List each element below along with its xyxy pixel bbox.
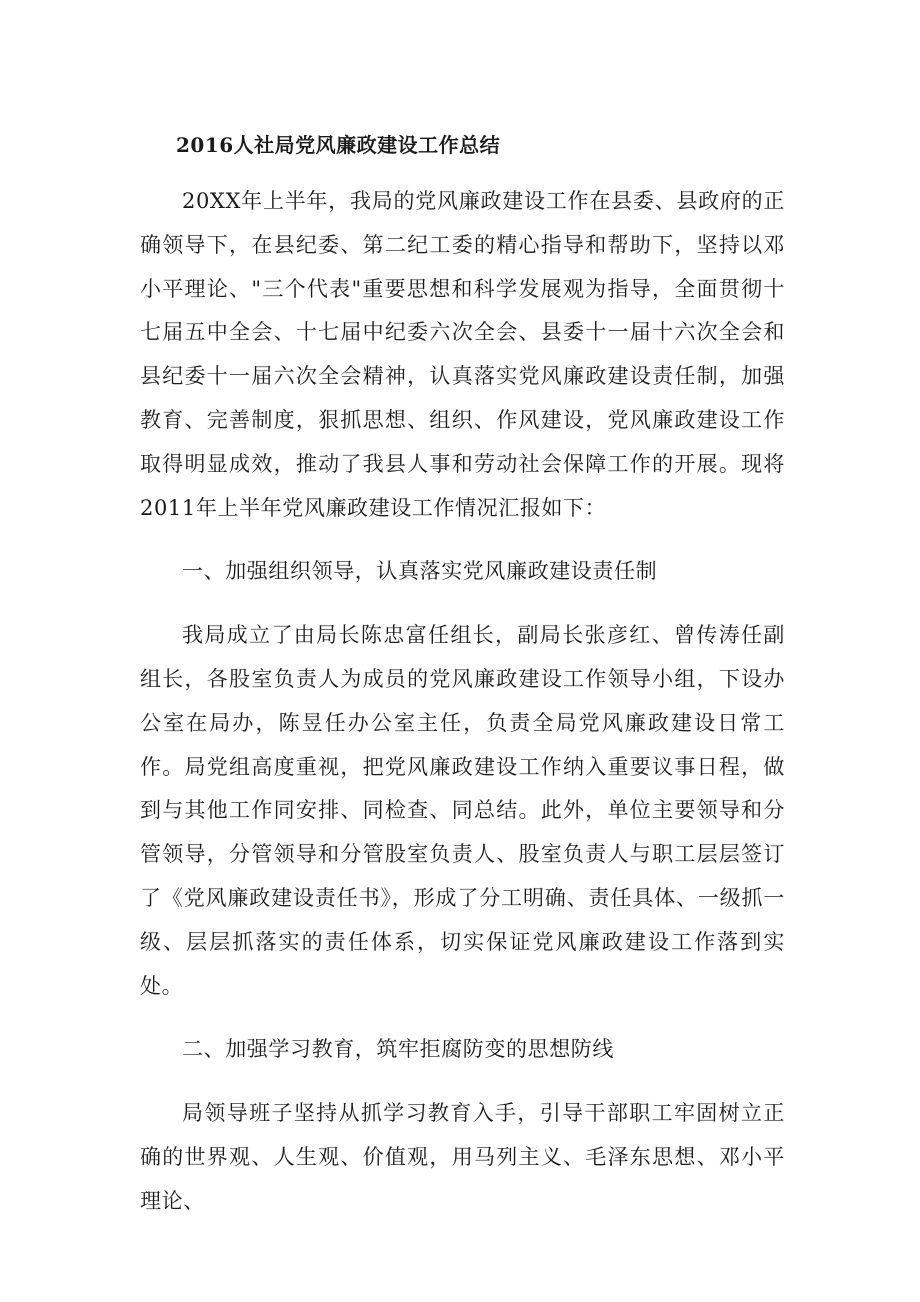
section-2-paragraph: 局领导班子坚持从抓学习教育入手，引导干部职工牢固树立正确的世界观、人生观、价值观，用马列主义、毛泽东思想、邓小平理论、	[140, 1101, 785, 1213]
section-heading-1: 一、加强组织领导，认真落实党风廉政建设责任制	[182, 559, 658, 584]
section-1-paragraph: 我局成立了由局长陈忠富任组长，副局长张彦红、曾传涛任副组长，各股室负责人为成员的党风廉政建设工作领导小组，下设办公室在局办，陈昱任办公室主任，负责全局党风廉政建设日常工作。局党组高度重视，把党风廉政建设工作纳入重要议事日程，做到与其他工作同安排、同检查、同总结。此外，单位主要领导和分管领导，分管领导和分管股室负责人、股室负责人与职工层层签订了《党风廉政建设责任书》，形成了分工明确、责任具体、一级抓一级、层层抓落实的责任体系，切实保证党风廉政建设工作落到实处。	[140, 623, 785, 998]
intro-paragraph: 20XX年上半年，我局的党风廉政建设工作在县委、县政府的正确领导下，在县纪委、第二纪工委的精心指导和帮助下，坚持以邓小平理论、"三个代表"重要思想和科学发展观为指导，全面贯彻十七届五中全会、十七届中纪委六次全会、县委十一届十六次全会和县纪委十一届六次全会精神，认真落实党风廉政建设责任制，加强教育、完善制度，狠抓思想、组织、作风建设，党风廉政建设工作取得明显成效，推动了我县人事和劳动社会保障工作的开展。现将2011年上半年党风廉政建设工作情况汇报如下：	[140, 189, 785, 520]
document-title: 2016人社局党风廉政建设工作总结	[176, 133, 501, 157]
section-heading-2: 二、加强学习教育，筑牢拒腐防变的思想防线	[182, 1037, 614, 1062]
document-body	[140, 124, 785, 1244]
